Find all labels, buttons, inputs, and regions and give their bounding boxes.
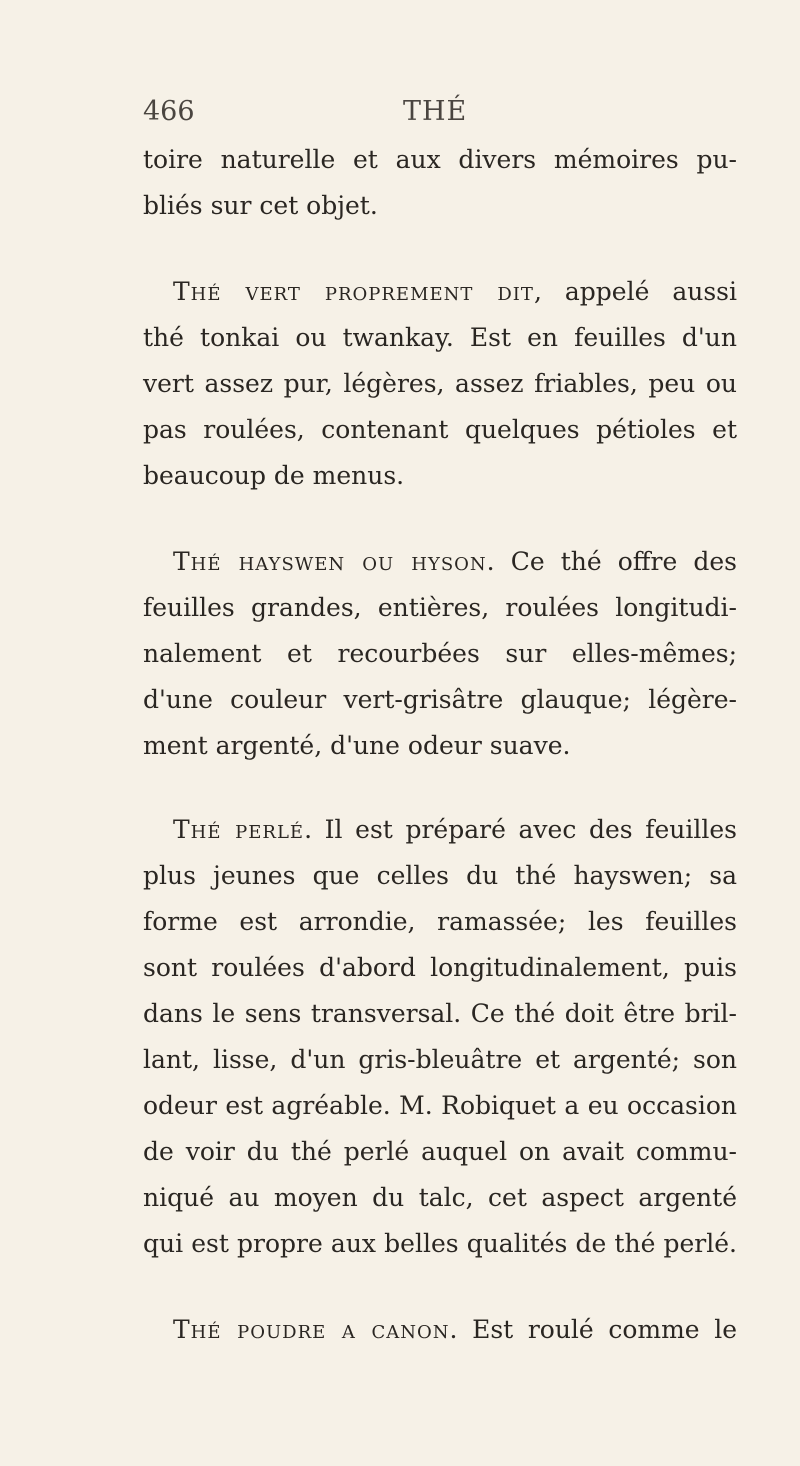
- text-line: de voir du thé perlé auquel on avait commu-: [143, 1137, 737, 1166]
- text-line: qui est propre aux belles qualités de thé perlé.: [143, 1229, 737, 1258]
- text-line: d'une couleur vert-grisâtre glauque; légère-: [143, 685, 737, 714]
- entry-heading: Thé poudre a canon: [173, 1315, 450, 1344]
- entry-heading: Thé hayswen ou hyson: [173, 547, 487, 576]
- text-line: niqué au moyen du talc, cet aspect argenté: [143, 1183, 737, 1212]
- text-line: thé tonkai ou twankay. Est en feuilles d'un: [143, 323, 737, 352]
- text-line: [173, 270, 737, 314]
- entry-text: , appelé aussi: [533, 277, 737, 306]
- text-line: odeur est agréable. M. Robiquet a eu occasion: [143, 1091, 737, 1120]
- entry-text: . Il est préparé avec des feuilles: [304, 815, 737, 844]
- text-line: plus jeunes que celles du thé hayswen; sa: [143, 861, 737, 890]
- text-line: ment argenté, d'une odeur suave.: [143, 731, 571, 760]
- page-number: 466: [143, 96, 195, 127]
- text-line: lant, lisse, d'un gris-bleuâtre et argenté; son: [143, 1045, 737, 1074]
- text-line: pas roulées, contenant quelques pétioles et: [143, 415, 737, 444]
- running-title: THÉ: [403, 96, 468, 127]
- text-line: beaucoup de menus.: [143, 461, 405, 490]
- text-line: vert assez pur, légères, assez friables, peu ou: [143, 369, 737, 398]
- entry-text: . Est roulé comme le: [449, 1315, 737, 1344]
- text-line: nalement et recourbées sur elles-mêmes;: [143, 639, 737, 668]
- entry-text: . Ce thé offre des: [486, 547, 737, 576]
- text-line: sont roulées d'abord longitudinalement, puis: [143, 953, 737, 982]
- text-line: [173, 1308, 737, 1352]
- text-line: dans le sens transversal. Ce thé doit être bril-: [143, 999, 737, 1028]
- text-line: [173, 808, 737, 852]
- text-line: bliés sur cet objet.: [143, 191, 378, 220]
- text-line: [173, 540, 737, 584]
- text-line: forme est arrondie, ramassée; les feuilles: [143, 907, 737, 936]
- entry-heading: Thé vert proprement dit: [173, 277, 534, 306]
- entry-heading: Thé perlé: [173, 815, 305, 844]
- text-line: feuilles grandes, entières, roulées longitudi-: [143, 593, 737, 622]
- text-line: toire naturelle et aux divers mémoires pu-: [143, 145, 737, 174]
- running-head: [143, 96, 743, 136]
